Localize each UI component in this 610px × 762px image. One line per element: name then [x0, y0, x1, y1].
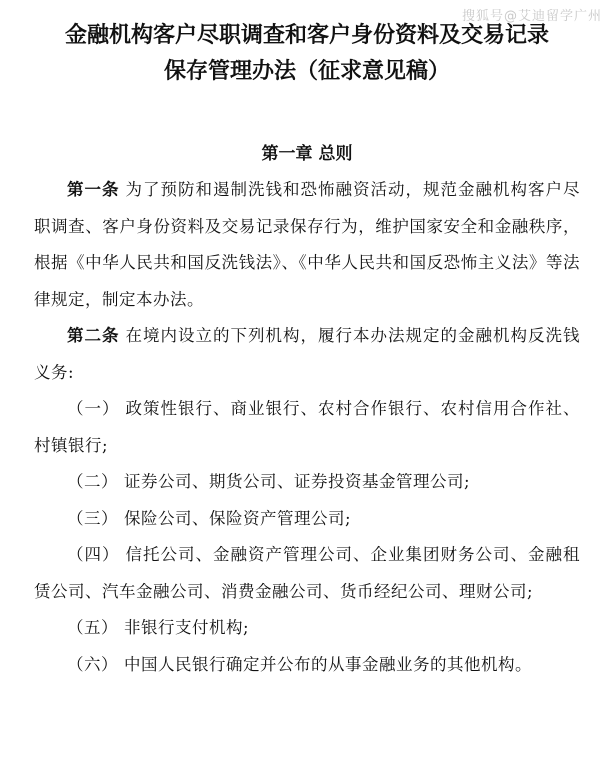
- list-item-text: 中国人民银行确定并公布的从事金融业务的其他机构。: [124, 654, 532, 674]
- chapter-heading: 第一章 总则: [261, 144, 353, 164]
- list-item: [34, 537, 580, 610]
- title-line-1: 金融机构客户尽职调查和客户身份资料及交易记录: [64, 23, 549, 48]
- list-item-text: 政策性银行、商业银行、农村合作银行、农村信用合作社、村镇银行;: [34, 399, 580, 455]
- list-item: [34, 647, 580, 684]
- list-item-number: （三）: [67, 508, 118, 528]
- list-item: [34, 501, 580, 538]
- watermark-text: 搜狐号@艾迪留学广州: [461, 9, 602, 24]
- article-1-label: 第一条: [67, 180, 120, 199]
- list-item-text: 信托公司、金融资产管理公司、企业集团财务公司、金融租赁公司、汽车金融公司、消费金融公司、货币经纪公司、理财公司;: [34, 545, 580, 601]
- document-body: [34, 18, 580, 683]
- list-item-text: 保险公司、保险资产管理公司;: [124, 508, 352, 528]
- list-item-number: （一）: [67, 399, 120, 418]
- list-item: [34, 464, 580, 501]
- article-1-text: 为了预防和遏制洗钱和恐怖融资活动，规范金融机构客户尽职调查、客户身份资料及交易记录保存行为，维护国家安全和金融秩序，根据《中华人民共和国反洗钱法》、《中华人民共和国反恐怖主义法》等法律规定，制定本办法。: [34, 180, 580, 309]
- title-line-2: 保存管理办法（征求意见稿）: [163, 59, 450, 84]
- list-item-number: （六）: [67, 654, 118, 674]
- article-2-label: 第二条: [67, 326, 120, 345]
- list-item-number: （五）: [67, 618, 118, 637]
- list-item-text: 非银行支付机构;: [124, 618, 250, 637]
- list-item-number: （二）: [67, 472, 118, 491]
- article-2-text: 在境内设立的下列机构，履行本办法规定的金融机构反洗钱义务:: [34, 326, 580, 382]
- document-title: [34, 18, 580, 90]
- list-item: [34, 391, 580, 464]
- list-item-text: 证券公司、期货公司、证券投资基金管理公司;: [124, 472, 471, 491]
- list-item: [34, 610, 580, 647]
- list-item-number: （四）: [67, 545, 120, 564]
- article-2: [34, 318, 580, 391]
- article-1: [34, 172, 580, 318]
